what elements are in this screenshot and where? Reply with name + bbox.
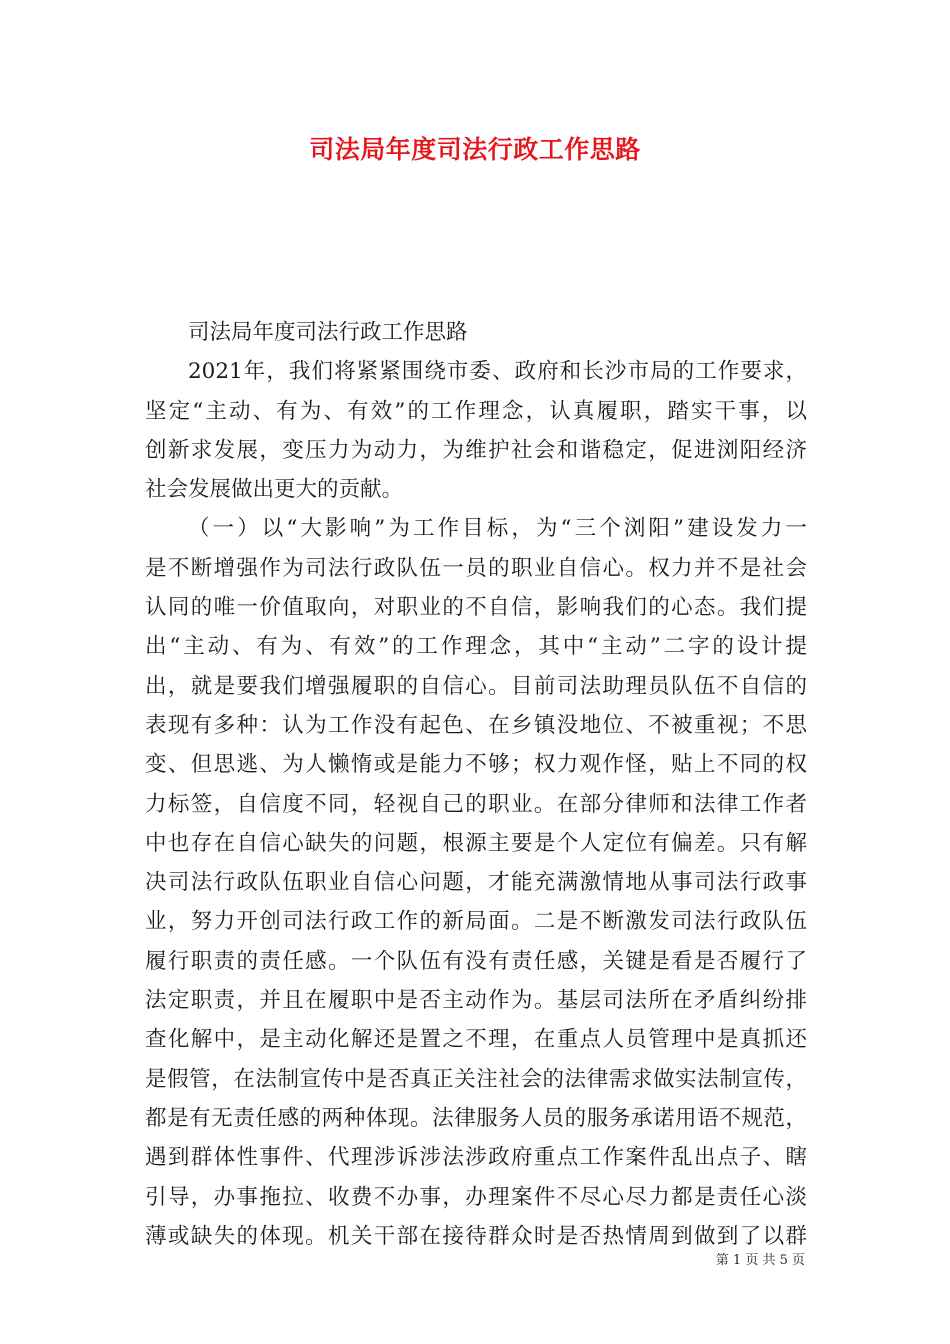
paragraph-line: 是不断增强作为司法行政队伍一员的职业自信心。权力并不是社会 (145, 555, 807, 581)
paragraph-line: 薄或缺失的体现。机关干部在接待群众时是否热情周到做到了以群 (145, 1223, 807, 1249)
paragraph-line: 出，就是要我们增强履职的自信心。目前司法助理员队伍不自信的 (145, 673, 807, 699)
paragraph-line: 社会发展做出更大的贡献。 (145, 477, 404, 503)
paragraph-line: 认同的唯一价值取向，对职业的不自信，影响我们的心态。我们提 (145, 595, 807, 621)
paragraph-line: 中也存在自信心缺失的问题，根源主要是个人定位有偏差。只有解 (145, 830, 807, 856)
paragraph-line: 2021年，我们将紧紧围绕市委、政府和长沙市局的工作要求， (188, 359, 807, 385)
paragraph-line: 坚定“主动、有为、有效”的工作理念，认真履职，踏实干事，以 (145, 398, 807, 424)
paragraph-line: 法定职责，并且在履职中是否主动作为。基层司法所在矛盾纠纷排 (145, 988, 807, 1014)
paragraph-line: 表现有多种：认为工作没有起色、在乡镇没地位、不被重视；不思 (145, 712, 807, 738)
paragraph-line: 遇到群体性事件、代理涉诉涉法涉政府重点工作案件乱出点子、瞎 (145, 1145, 807, 1171)
paragraph-line: 决司法行政队伍职业自信心问题，才能充满激情地从事司法行政事 (145, 870, 807, 896)
paragraph-line: 履行职责的责任感。一个队伍有没有责任感，关键是看是否履行了 (145, 948, 807, 974)
document-title: 司法局年度司法行政工作思路 (309, 135, 641, 164)
document-body (145, 313, 807, 1256)
body-subtitle-line: 司法局年度司法行政工作思路 (188, 320, 468, 345)
paragraph-line: 业，努力开创司法行政工作的新局面。二是不断激发司法行政队伍 (145, 909, 807, 935)
paragraph-line: 都是有无责任感的两种体现。法律服务人员的服务承诺用语不规范， (145, 1105, 807, 1131)
page-number: 第 1 页 共 5 页 (715, 1253, 805, 1268)
paragraph-line: 变、但思逃、为人懒惰或是能力不够；权力观作怪，贴上不同的权 (145, 752, 807, 778)
paragraph-line: 出“主动、有为、有效”的工作理念，其中“主动”二字的设计提 (145, 634, 807, 660)
paragraph-line: 引导，办事拖拉、收费不办事，办理案件不尽心尽力都是责任心淡 (145, 1184, 807, 1210)
paragraph-line: 力标签，自信度不同，轻视自己的职业。在部分律师和法律工作者 (145, 791, 807, 817)
paragraph-line: 查化解中，是主动化解还是置之不理，在重点人员管理中是真抓还 (145, 1027, 807, 1053)
paragraph-line: 是假管，在法制宣传中是否真正关注社会的法律需求做实法制宣传， (145, 1066, 807, 1092)
paragraph-line: （一）以“大影响”为工作目标，为“三个浏阳”建设发力一 (188, 516, 807, 542)
paragraph-line: 创新求发展，变压力为动力，为维护社会和谐稳定，促进浏阳经济 (145, 437, 807, 463)
